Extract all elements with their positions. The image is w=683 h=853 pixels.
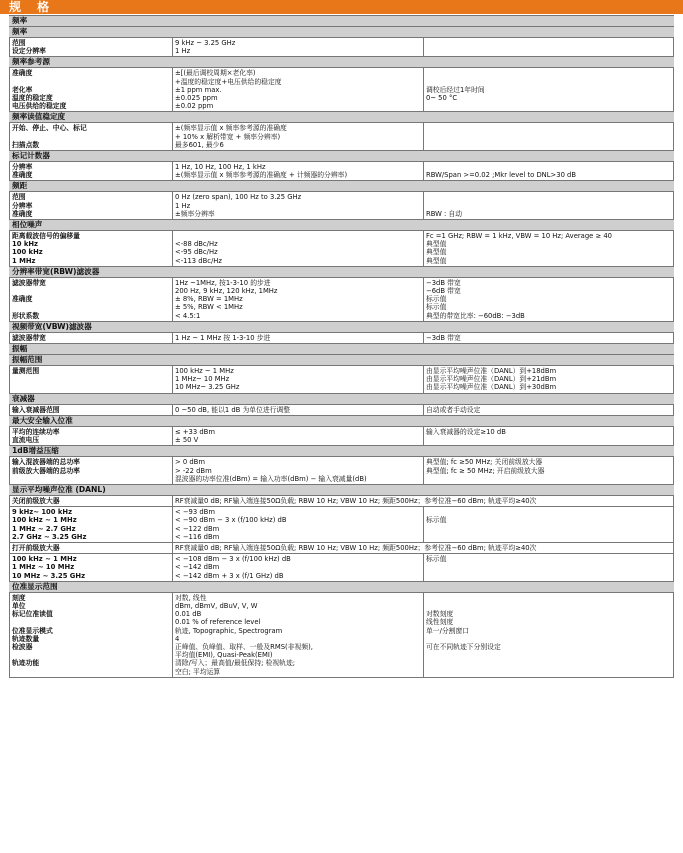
spec-note xyxy=(426,533,671,541)
spec-value: 10 MHz~ 3.25 GHz xyxy=(175,383,240,392)
spec-label: 电压供给的稳定度 xyxy=(12,102,67,111)
spec-note-column xyxy=(423,162,673,180)
spec-row-group xyxy=(9,67,674,111)
spec-value: <-113 dBc/Hz xyxy=(175,256,222,265)
spec-value: ± 8%, RBW = 1MHz xyxy=(175,295,243,304)
spec-note: 典型值; fc ≥ 50 MHz; 开启前级放大器 xyxy=(426,466,545,475)
spec-value-column xyxy=(172,123,423,150)
spec-label-column xyxy=(10,593,172,677)
spec-label: 刻度 xyxy=(12,593,26,602)
spec-label xyxy=(12,303,170,311)
spec-label-column xyxy=(10,405,172,415)
spec-label: 范围 xyxy=(12,193,26,202)
spec-value: ±0.025 ppm xyxy=(175,94,218,103)
spec-value: 0.01 % of reference level xyxy=(175,618,261,627)
spec-label: 设定分辨率 xyxy=(12,47,46,56)
spec-note: 标示值 xyxy=(426,516,447,525)
spec-row-group xyxy=(9,404,674,415)
spec-value: 1 Hz ~ 1 MHz 按 1-3-10 步进 xyxy=(175,333,271,342)
spec-label: 关闭前级放大器 xyxy=(12,496,60,505)
spec-note: 由显示平均噪声位准（DANL）到+18dBm xyxy=(426,367,557,376)
spec-note xyxy=(426,202,671,210)
spec-row-group xyxy=(9,553,674,581)
spec-note: 单一/分割窗口 xyxy=(426,626,470,635)
spec-label xyxy=(12,475,170,483)
spec-label: 9 kHz~ 100 kHz xyxy=(12,508,73,517)
spec-note-column xyxy=(423,192,673,219)
spec-note xyxy=(426,525,671,533)
spec-label: 老化率 xyxy=(12,85,33,94)
spec-value: ± 5%, RBW < 1MHz xyxy=(175,303,243,312)
spec-value: ±1 ppm max. xyxy=(175,85,222,94)
spec-label xyxy=(12,383,170,391)
spec-value: ± 50 V xyxy=(175,436,199,445)
spec-label: 输入混波器端的总功率 xyxy=(12,458,80,467)
spec-value: 平均值(EMI), Quasi-Peak(EMI) xyxy=(175,651,273,660)
spec-note xyxy=(426,102,671,110)
spec-label: 温度的稳定度 xyxy=(12,94,53,102)
spec-value: +温度的稳定度+电压供给的稳定度 xyxy=(175,77,282,86)
spec-note-column xyxy=(423,427,673,445)
spec-note-column xyxy=(423,278,673,321)
section-header: 振幅范围 xyxy=(9,354,674,365)
spec-value: 正峰值、负峰值、取样、一般及RMS(非视频), xyxy=(175,642,313,651)
spec-value-column xyxy=(172,593,423,677)
spec-value: 空白; 平均运算 xyxy=(175,667,221,676)
spec-label-column xyxy=(10,123,172,150)
spec-label: 100 kHz ~ 1 MHz xyxy=(12,516,77,525)
spec-value: 1 MHz~ 10 MHz xyxy=(175,375,230,384)
spec-note: 线性刻度 xyxy=(426,618,454,627)
spec-note xyxy=(426,163,671,171)
spec-value: ±(频率显示值 x 频率参考源的准确度 xyxy=(175,124,287,133)
spec-label xyxy=(12,375,170,383)
spec-note xyxy=(426,594,671,602)
spec-note-column xyxy=(423,366,673,393)
section-header: 频率 xyxy=(9,15,674,26)
spec-note xyxy=(426,436,671,444)
spec-value: 0 ~50 dB, 能以1 dB 为单位进行调整 xyxy=(175,405,291,414)
spec-note: −6dB 带宽 xyxy=(426,287,461,296)
spec-note: −3dB 带宽 xyxy=(426,333,461,342)
spec-label: 100 kHz xyxy=(12,248,43,257)
spec-note-column xyxy=(423,68,673,111)
spec-value: 1 Hz xyxy=(175,201,191,210)
spec-note: Fc =1 GHz; RBW = 1 kHz, VBW = 10 Hz; Average ≥ 40 xyxy=(426,232,613,241)
spec-label: 位准显示模式 xyxy=(12,626,53,635)
section-header: 视频带宽(VBW)滤波器 xyxy=(9,321,674,332)
spec-label: 标记位准读值 xyxy=(12,610,53,619)
spec-value: 200 Hz, 9 kHz, 120 kHz, 1MHz xyxy=(175,287,278,296)
section-header: 1dB增益压缩 xyxy=(9,445,674,456)
spec-value-column xyxy=(172,427,423,445)
spec-row-group xyxy=(9,332,674,343)
spec-label: 范围 xyxy=(12,39,26,47)
spec-note xyxy=(426,508,671,516)
spec-note: 自动或者手动设定 xyxy=(426,405,481,414)
spec-value: < −142 dBm xyxy=(175,563,220,572)
spec-note: 调校后经过1年时间 xyxy=(426,85,485,94)
section-header: 衰减器 xyxy=(9,393,674,404)
section-header: 振幅 xyxy=(9,343,674,354)
spec-label: 准确度 xyxy=(12,209,33,218)
spec-label: 平均的连续功率 xyxy=(12,427,60,436)
spec-label: 10 MHz ~ 3.25 GHz xyxy=(12,571,86,580)
spec-label: 滤波器带宽 xyxy=(12,278,46,287)
spec-label: 10 kHz xyxy=(12,240,38,249)
spec-note-column xyxy=(423,593,673,677)
spec-value: < −122 dBm xyxy=(175,524,220,533)
spec-note xyxy=(426,193,671,201)
spec-value: 9 kHz ~ 3.25 GHz xyxy=(175,39,236,47)
spec-note: 由显示平均噪声位准（DANL）到+21dBm xyxy=(426,375,557,384)
spec-label: 距离载波信号的偏移量 xyxy=(12,232,80,241)
spec-condition: RF衰减量0 dB; RF输入端连接50Ω负载; RBW 10 Hz; VBW 10 Hz; 频距500Hz；参考位准−60 dBm; 轨迹平均≥40次 xyxy=(172,496,673,506)
spec-label-column xyxy=(10,366,172,393)
spec-value: 最多601, 最少6 xyxy=(175,140,224,149)
spec-label: 单位 xyxy=(12,601,26,610)
section-header: 频率读值稳定度 xyxy=(9,111,674,122)
spec-label: 输入衰减器范围 xyxy=(12,405,60,414)
spec-note: RBW/Span >=0.02 ;Mkr level to DNL>30 dB xyxy=(426,171,577,180)
spec-label xyxy=(12,618,170,626)
spec-value: <-95 dBc/Hz xyxy=(175,248,218,257)
spec-note-column xyxy=(423,507,673,542)
spec-value: < −142 dBm + 3 x (f/1 GHz) dB xyxy=(175,571,284,580)
spec-note xyxy=(426,651,671,659)
spec-value-column xyxy=(172,507,423,542)
spec-note: 典型值; fc ≥50 MHz; 关闭前级放大器 xyxy=(426,458,543,467)
spec-value: ±(频率显示值 x 频率参考源的准确度 + 计频器的分辨率) xyxy=(175,171,348,180)
spec-note: 0~ 50 °C xyxy=(426,93,458,102)
spec-value: dBm, dBmV, dBuV, V, W xyxy=(175,601,258,610)
spec-label: 准确度 xyxy=(12,171,33,180)
spec-value-column xyxy=(172,192,423,219)
spec-value-column xyxy=(172,278,423,321)
spec-note: 标示值 xyxy=(426,303,447,312)
spec-value: > 0 dBm xyxy=(175,458,205,467)
spec-note-column xyxy=(423,123,673,150)
spec-label: 100 kHz ~ 1 MHz xyxy=(12,555,77,564)
spec-note xyxy=(426,635,671,643)
spec-row-group xyxy=(9,230,674,266)
spec-condition: RF衰减量0 dB; RF输入端连接50Ω负载; RBW 10 Hz; VBW 10 Hz; 频距500Hz；参考位准−60 dBm; 轨迹平均≥40次 xyxy=(172,543,673,553)
spec-value: 清除/写入；最高值/最低保持; 检视轨迹; xyxy=(175,659,296,668)
spec-value-column xyxy=(172,38,423,56)
spec-value: < −116 dBm xyxy=(175,532,220,541)
page-title: 规 格 xyxy=(0,0,683,14)
spec-label: 形状系数 xyxy=(12,311,40,320)
spec-note xyxy=(426,475,671,483)
spec-note: 由显示平均噪声位准（DANL）到+30dBm xyxy=(426,383,557,392)
spec-note: 典型值 xyxy=(426,248,447,257)
spec-label: 直流电压 xyxy=(12,436,40,445)
spec-label-column xyxy=(10,457,172,484)
spec-label: 打开前级放大器 xyxy=(12,543,60,552)
spec-note: 标示值 xyxy=(426,555,447,564)
spec-label: 1 MHz ~ 2.7 GHz xyxy=(12,524,76,533)
spec-value-column xyxy=(172,554,423,581)
spec-note: 对数刻度 xyxy=(426,610,454,619)
spec-label-column xyxy=(10,192,172,219)
spec-value: <-88 dBc/Hz xyxy=(175,240,218,249)
spec-value: 混波器的功率位准(dBm) = 输入功率(dBm) − 输入衰减量(dB) xyxy=(175,474,367,483)
spec-note xyxy=(426,563,671,571)
spec-label: 分辨率 xyxy=(12,201,33,210)
spec-value: ±0.02 ppm xyxy=(175,102,214,111)
spec-value: ±频率分辨率 xyxy=(175,209,215,218)
spec-value-column xyxy=(172,162,423,180)
section-header: 频距 xyxy=(9,180,674,191)
section-header: 显示平均噪声位准 (DANL) xyxy=(9,484,674,495)
spec-value: ≤ +33 dBm xyxy=(175,427,215,436)
spec-value: 对数, 线性 xyxy=(175,593,207,602)
spec-note-column xyxy=(423,333,673,343)
spec-note xyxy=(426,572,671,580)
spec-note-column xyxy=(423,554,673,581)
spec-value: < −108 dBm − 3 x (f/100 kHz) dB xyxy=(175,555,291,564)
spec-label: 准确度 xyxy=(12,295,33,304)
spec-label: 1 MHz ~ 10 MHz xyxy=(12,563,75,572)
spec-label-column xyxy=(10,38,172,56)
spec-value: < −90 dBm − 3 x (f/100 kHz) dB xyxy=(175,516,287,525)
spec-label: 量测范围 xyxy=(12,367,40,376)
spec-label: 开始、停止、中心、标记 xyxy=(12,124,87,133)
spec-note-column xyxy=(423,38,673,56)
spec-note: 典型的带宽比率: −60dB: −3dB xyxy=(426,311,525,320)
spec-table xyxy=(9,15,674,678)
spec-note: −3dB 带宽 xyxy=(426,278,461,287)
spec-note: 标示值 xyxy=(426,295,447,304)
spec-note: 输入衰减器的设定≥10 dB xyxy=(426,427,506,436)
spec-label-column xyxy=(10,231,172,266)
spec-label xyxy=(12,668,170,676)
spec-label-column xyxy=(10,507,172,542)
spec-value: 100 kHz ~ 1 MHz xyxy=(175,367,234,376)
spec-row-group xyxy=(9,122,674,150)
spec-label: 前级放大器端的总功率 xyxy=(12,466,80,475)
section-header: 频率参考源 xyxy=(9,56,674,67)
spec-note: 可在不同轨迹下分别设定 xyxy=(426,642,501,651)
spec-note-column xyxy=(423,457,673,484)
spec-value: 1Hz ~1MHz, 按1-3-10 的步进 xyxy=(175,278,271,287)
table-bottom-border xyxy=(9,677,674,678)
spec-label-column xyxy=(10,278,172,321)
spec-value: 1 Hz xyxy=(175,47,191,56)
spec-value-column xyxy=(172,68,423,111)
spec-note: 典型值 xyxy=(426,256,447,265)
spec-row-group xyxy=(9,191,674,219)
spec-value: + 10% x 解析带宽 + 频率分辨率) xyxy=(175,132,281,141)
spec-value: ±[(最后调校周期×老化率) xyxy=(175,69,256,78)
spec-value-column xyxy=(172,366,423,393)
spec-note xyxy=(426,659,671,667)
spec-label: 扫描点数 xyxy=(12,140,40,149)
spec-value: 0.01 dB xyxy=(175,610,202,619)
spec-value-column xyxy=(172,405,423,415)
spec-label: 检波器 xyxy=(12,642,33,651)
spec-label xyxy=(12,133,170,141)
spec-label: 1 MHz xyxy=(12,256,36,265)
spec-label: 准确度 xyxy=(12,69,33,78)
spec-row-group xyxy=(9,592,674,677)
section-header: 分辨率带宽(RBW)滤波器 xyxy=(9,266,674,277)
spec-row xyxy=(9,495,674,506)
spec-label-column xyxy=(10,162,172,180)
spec-row xyxy=(9,542,674,553)
spec-row-group xyxy=(9,506,674,542)
spec-note: RBW : 自动 xyxy=(426,209,463,218)
spec-note-column xyxy=(423,231,673,266)
section-header: 相位噪声 xyxy=(9,219,674,230)
spec-value: > -22 dBm xyxy=(175,466,212,475)
spec-row-group xyxy=(9,277,674,321)
spec-label xyxy=(12,78,170,86)
spec-row-group xyxy=(9,456,674,484)
section-header: 频率 xyxy=(9,26,674,37)
spec-note: 典型值 xyxy=(426,240,447,249)
spec-label: 2.7 GHz ~ 3.25 GHz xyxy=(12,532,87,541)
spec-label: 滤波器带宽 xyxy=(12,333,46,342)
spec-label-column xyxy=(10,68,172,111)
spec-value: 0 Hz (zero span), 100 Hz to 3.25 GHz xyxy=(175,193,302,202)
section-header: 标记计数器 xyxy=(9,150,674,161)
spec-value-column xyxy=(172,457,423,484)
spec-label: 分辨率 xyxy=(12,163,33,172)
spec-label: 轨迹数量 xyxy=(12,634,40,643)
spec-value-column xyxy=(172,231,423,266)
section-header: 最大安全输入位准 xyxy=(9,415,674,426)
spec-value xyxy=(175,232,421,240)
spec-note xyxy=(426,667,671,675)
spec-value: 轨迹, Topographic, Spectrogram xyxy=(175,626,283,635)
spec-value: 4 xyxy=(175,634,180,643)
spec-note-column xyxy=(423,405,673,415)
spec-label-column xyxy=(10,333,172,343)
spec-label-column xyxy=(10,554,172,581)
spec-row-group xyxy=(9,161,674,180)
spec-value: < −93 dBm xyxy=(175,508,215,517)
spec-row-group xyxy=(9,37,674,56)
spec-note xyxy=(426,78,671,86)
spec-note xyxy=(426,69,671,77)
spec-value: < 4.5:1 xyxy=(175,311,201,320)
spec-value-column xyxy=(172,333,423,343)
spec-note xyxy=(426,602,671,610)
spec-row-group xyxy=(9,426,674,445)
spec-label: 轨迹功能 xyxy=(12,659,40,668)
spec-label xyxy=(12,287,170,295)
spec-row-group xyxy=(9,365,674,393)
spec-value: 1 Hz, 10 Hz, 100 Hz, 1 kHz xyxy=(175,163,266,172)
section-header: 位准显示范围 xyxy=(9,581,674,592)
spec-label-column xyxy=(10,427,172,445)
